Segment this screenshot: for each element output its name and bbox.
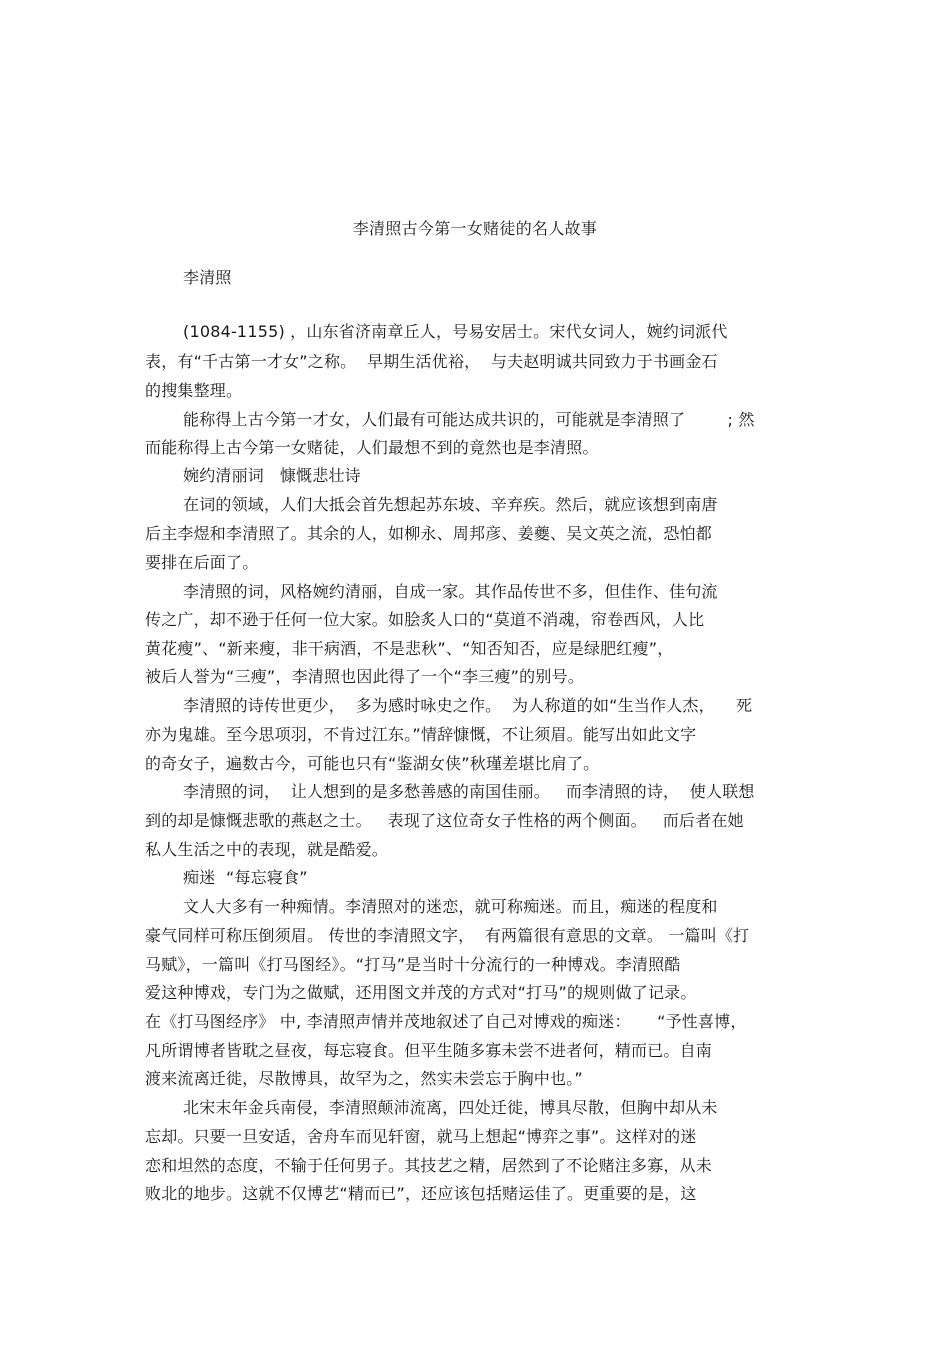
body-line: 凡所谓博者皆耽之昼夜，每忘寝食。但平生随多寡未尝不进者何，精而已。自南 bbox=[145, 1041, 713, 1060]
body-line: 后主李煜和李清照了。其余的人，如柳永、周邦彦、姜夔、吴文英之流，恐怕都 bbox=[145, 524, 713, 543]
body-line: 在《打马图经序》 中, 李清照声情并茂地叙述了自己对博戏的痴迷： “予性喜博， bbox=[145, 1012, 747, 1031]
section-heading: 痴迷 “每忘寝食” bbox=[183, 868, 308, 887]
body-line: 败北的地步。这就不仅博艺“精而已”，还应该包括赌运佳了。更重要的是，这 bbox=[145, 1184, 697, 1203]
body-line: 李清照的词，风格婉约清丽，自成一家。其作品传世不多，但佳作、佳句流 bbox=[183, 582, 718, 601]
body-line: 被后人誉为“三瘦”，李清照也因此得了一个“李三瘦”的别号。 bbox=[145, 667, 584, 686]
body-line: 要排在后面了。 bbox=[145, 553, 259, 572]
body-line: 到的却是慷慨悲歌的燕赵之士。 表现了这位奇女子性格的两个侧面。 而后者在她 bbox=[145, 811, 744, 830]
body-line: 在词的领域，人们大抵会首先想起苏东坡、辛弃疾。然后，就应该想到南唐 bbox=[183, 495, 718, 514]
body-line: 的搜集整理。 bbox=[145, 381, 243, 400]
body-line: 李清照的词， 让人想到的是多愁善感的南国佳丽。 而李清照的诗， 使人联想 bbox=[183, 782, 755, 801]
document-title: 李清照古今第一女赌徒的名人故事 bbox=[352, 219, 598, 238]
body-line: 传之广，却不逊于任何一位大家。如脍炙人口的“莫道不消魂，帘卷西风，人比 bbox=[145, 610, 705, 629]
body-line: 表，有“千古第一才女”之称。 早期生活优裕， 与夫赵明诚共同致力于书画金石 bbox=[145, 352, 718, 371]
body-line: 北宋末年金兵南侵，李清照颠沛流离，四处迁徙，博具尽散，但胸中却从未 bbox=[183, 1098, 718, 1117]
section-heading: 婉约清丽词 慷慨悲壮诗 bbox=[183, 466, 361, 485]
body-line: 爱这种博戏，专门为之做赋，还用图文并茂的方式对“打马”的规则做了记录。 bbox=[145, 983, 697, 1002]
body-line: 能称得上古今第一才女，人们最有可能达成共识的，可能就是李清照了 ; 然 bbox=[183, 410, 755, 429]
body-line: 私人生活之中的表现，就是酷爱。 bbox=[145, 840, 389, 859]
body-line: 渡来流离迁徙，尽散博具，故罕为之，然实未尝忘于胸中也。” bbox=[145, 1069, 583, 1088]
body-line: (1084-1155) ，山东省济南章丘人，号易安居士。宋代女词人，婉约词派代 bbox=[183, 322, 728, 341]
body-line: 马赋》，一篇叫《打马图经》。“打马”是当时十分流行的一种博戏。李清照酷 bbox=[145, 955, 681, 974]
author-name: 李清照 bbox=[183, 268, 232, 287]
body-line: 李清照的诗传世更少， 多为感时咏史之作。 为人称道的如“生当作人杰， 死 bbox=[183, 696, 753, 715]
body-line: 黄花瘦”、“新来瘦，非干病酒，不是悲秋”、“知否知否，应是绿肥红瘦”， bbox=[145, 639, 674, 658]
body-line: 文人大多有一种痴情。李清照对的迷恋，就可称痴迷。而且，痴迷的程度和 bbox=[183, 897, 718, 916]
body-line: 恋和坦然的态度，不输于任何男子。其技艺之精，居然到了不论赌注多寡，从未 bbox=[145, 1156, 713, 1175]
body-line: 而能称得上古今第一女赌徒，人们最想不到的竟然也是李清照。 bbox=[145, 438, 599, 457]
body-line: 忘却。只要一旦安适，舍舟车而见轩窗，就马上想起“博弈之事”。这样对的迷 bbox=[145, 1127, 697, 1146]
body-line: 亦为鬼雄。至今思项羽，不肯过江东。”情辞慷慨，不让须眉。能写出如此文字 bbox=[145, 725, 697, 744]
body-line: 的奇女子，遍数古今，可能也只有“鉴湖女侠”秋瑾差堪比肩了。 bbox=[145, 754, 600, 773]
body-line: 豪气同样可称压倒须眉。 传世的李清照文字， 有两篇很有意思的文章。 一篇叫《打 bbox=[145, 926, 750, 945]
